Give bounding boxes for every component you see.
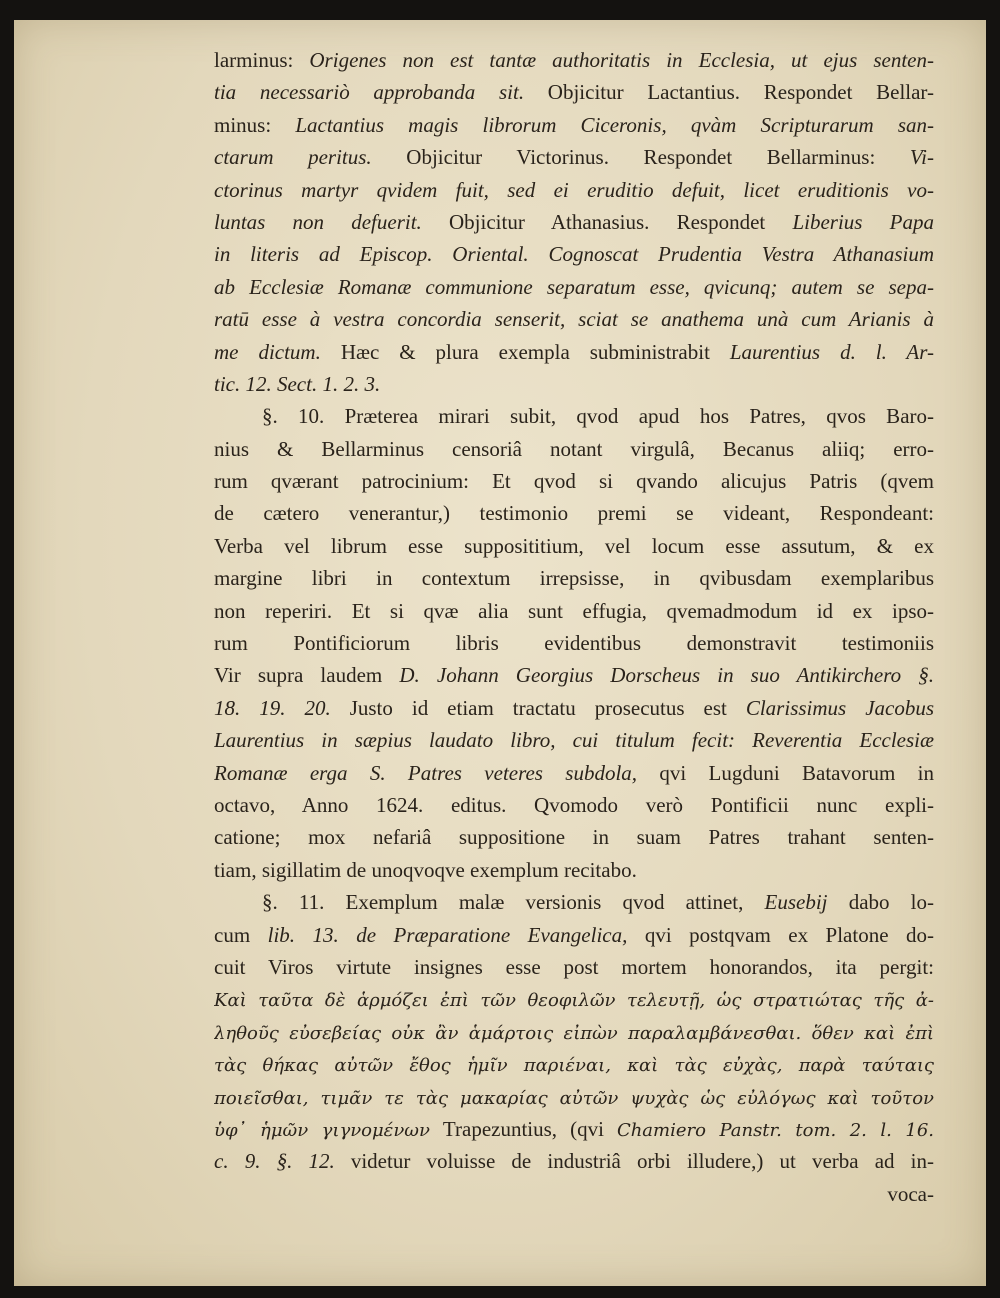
text-line [214, 789, 934, 821]
text-segment: Vi- [909, 145, 934, 170]
text-segment: Lactantius magis librorum Ciceronis, qvàm Scripturarum san- [295, 112, 934, 137]
text-segment: Eusebij [764, 890, 828, 915]
text-line [214, 562, 934, 594]
text-segment: Liberius Papa [792, 209, 934, 234]
text-segment: ctorinus martyr qvidem fuit, sed ei eruditio defuit, licet eruditionis vo- [214, 177, 934, 202]
text-segment: ποιεῖσθαι, τιμᾶν τε τὰς μακαρίας αὐτῶν ψυχὰς ὡς εὐλόγως καὶ τοῦτον [214, 1087, 934, 1109]
text-segment: lib. 13. de Præparatione Evangelica, [267, 922, 628, 947]
text-segment: tiam, sigillatim de unoqvoqve exemplum recitabo. [214, 857, 637, 882]
text-line [214, 659, 934, 691]
text-segment: ὑφ᾽ ἡμῶν γιγνομένων [214, 1119, 430, 1141]
text-segment: Justo id etiam tractatu prosecutus est [330, 695, 746, 720]
text-line [214, 497, 934, 529]
text-line [214, 530, 934, 562]
text-segment: qvi postqvam ex Platone do- [627, 922, 934, 947]
text-segment: cum [214, 922, 268, 947]
page-text [214, 44, 934, 1210]
text-segment: Romanæ erga S. Patres veteres subdola, [214, 760, 638, 785]
text-line [214, 919, 934, 951]
text-segment: tia necessariò approbanda sit. [214, 80, 525, 105]
text-segment: margine libri in contextum irrepsisse, in qvibusdam exemplaribus [214, 566, 934, 591]
text-segment: non reperiri. Et si qvæ alia sunt effugia, qvemadmodum id ex ipso- [214, 598, 934, 623]
text-line [214, 238, 934, 270]
text-line [214, 271, 934, 303]
text-line [214, 1178, 934, 1210]
text-line [214, 627, 934, 659]
text-line [214, 433, 934, 465]
text-line [214, 400, 934, 432]
text-segment: ληθοῦς εὐσεβείας οὐκ ἂν ἁμάρτοις εἰπὼν παραλαμβάνεσθαι. ὅθεν καὶ ἐπὶ [214, 1022, 934, 1044]
text-segment: 18. 19. 20. [214, 695, 331, 720]
text-segment: Hæc & plura exempla subministrabit [320, 339, 730, 364]
text-segment: Trapezuntius, (qvi [429, 1116, 617, 1141]
text-segment: §. 10. Præterea mirari subit, qvod apud hos Patres, qvos Baro- [262, 404, 934, 429]
text-segment: cuit Viros virtute insignes esse post mortem honorandos, ita pergit: [214, 954, 934, 979]
text-line [214, 854, 934, 886]
text-segment: me dictum. [214, 339, 321, 364]
text-line [214, 1081, 934, 1113]
text-line [214, 1048, 934, 1080]
text-segment: in literis ad Episcop. Oriental. Cognoscat Prudentia Vestra Athanasium [214, 242, 934, 267]
text-segment: rum qværant patrocinium: Et qvod si qvando alicujus Patris (qvem [214, 469, 934, 494]
text-line [214, 951, 934, 983]
text-segment: videtur voluisse de industriâ orbi illudere,) ut verba ad in- [334, 1149, 934, 1174]
text-line [214, 44, 934, 76]
text-segment: luntas non defuerit. [214, 209, 422, 234]
text-segment: rum Pontificiorum libris evidentibus demonstravit testimoniis [214, 631, 934, 656]
text-segment: §. 11. Exemplum malæ versionis qvod attinet, [262, 890, 765, 915]
text-line [214, 109, 934, 141]
text-segment: Laurentius d. l. Ar- [729, 339, 934, 364]
text-segment: catione; mox nefariâ suppositione in suam Patres trahant senten- [214, 825, 934, 850]
text-segment: Laurentius in sæpius laudato libro, cui titulum fecit: Reverentia Ecclesiæ [214, 728, 934, 753]
text-line [214, 141, 934, 173]
text-line [214, 1113, 934, 1145]
text-segment: octavo, Anno 1624. editus. Qvomodo verò Pontificii nunc expli- [214, 792, 934, 817]
text-line [214, 595, 934, 627]
text-line [214, 174, 934, 206]
text-line [214, 1145, 934, 1177]
text-line [214, 983, 934, 1015]
text-line [214, 1016, 934, 1048]
text-line [214, 368, 934, 400]
text-line [214, 821, 934, 853]
text-segment: Vir supra laudem [214, 663, 400, 688]
text-segment: dabo lo- [827, 890, 934, 915]
text-segment: τὰς θήκας αὐτῶν ἔθος ἡμῖν παριέναι, καὶ τὰς εὐχὰς, παρὰ ταύταις [214, 1055, 934, 1077]
text-segment: Chamiero Panstr. tom. 2. l. 16. [616, 1119, 934, 1141]
text-segment: tic. 12. Sect. 1. 2. 3. [214, 371, 381, 396]
text-segment: c. 9. §. 12. [214, 1149, 335, 1174]
text-segment: qvi Lugduni Batavorum in [637, 760, 934, 785]
text-line [214, 465, 934, 497]
text-segment: Objicitur Athanasius. Respondet [421, 209, 793, 234]
text-segment: Verba vel librum esse supposititium, vel locum esse assutum, & ex [214, 533, 934, 558]
text-line [214, 303, 934, 335]
text-segment: voca- [887, 1181, 934, 1206]
text-segment: Objicitur Lactantius. Respondet Bellar- [524, 80, 934, 105]
text-segment: larminus: [214, 48, 310, 72]
text-segment: ctarum peritus. [214, 145, 372, 170]
text-line [214, 724, 934, 756]
text-line [214, 757, 934, 789]
text-segment: ratū esse à vestra concordia senserit, sciat se anathema unà cum Arianis à [214, 307, 934, 332]
text-line [214, 336, 934, 368]
text-line [214, 692, 934, 724]
text-segment: D. Johann Georgius Dorscheus in suo Antikirchero §. [399, 663, 934, 688]
text-segment: minus: [214, 112, 296, 137]
text-segment: ab Ecclesiæ Romanæ communione separatum esse, qvicunq; autem se sepa- [214, 274, 934, 299]
text-line [214, 206, 934, 238]
text-line [214, 886, 934, 918]
text-segment: de cætero venerantur,) testimonio premi se videant, Respondeant: [214, 501, 934, 526]
text-segment: Clarissimus Jacobus [745, 695, 934, 720]
text-line [214, 76, 934, 108]
text-segment: nius & Bellarminus censoriâ notant virgulâ, Becanus aliiq; erro- [214, 436, 934, 461]
text-segment: Origenes non est tantæ authoritatis in Ecclesia, ut ejus senten- [309, 48, 934, 72]
text-segment: Objicitur Victorinus. Respondet Bellarminus: [371, 145, 910, 170]
text-segment: Καὶ ταῦτα δὲ ἁρμόζει ἐπὶ τῶν θεοφιλῶν τελευτῇ, ὡς στρατιώτας τῆς ἀ- [214, 990, 934, 1012]
